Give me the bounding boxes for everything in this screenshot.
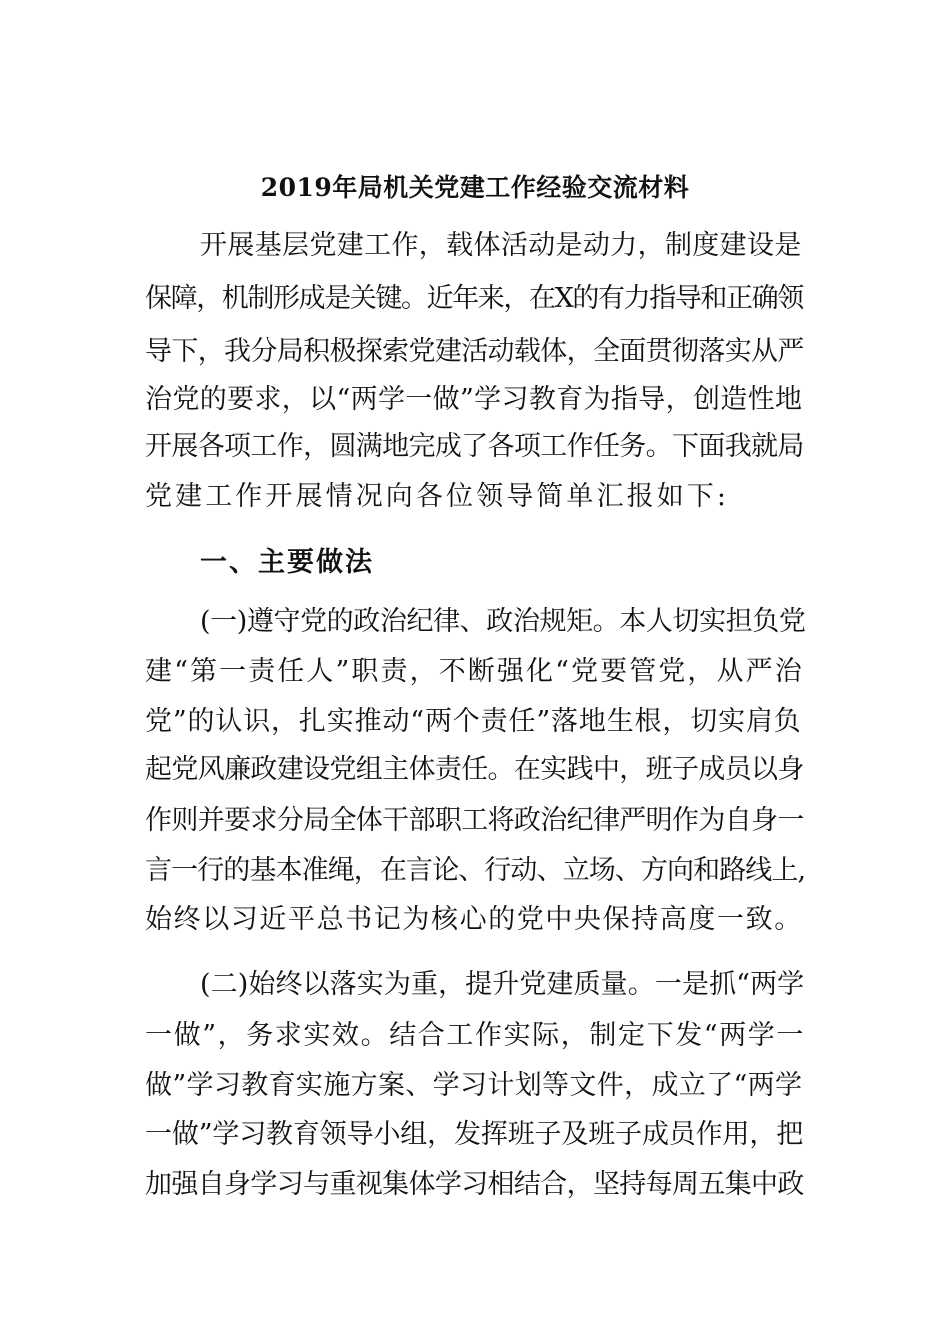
paragraph-line: 加强自身学习与重视集体学习相结合，坚持每周五集中政 — [145, 1169, 804, 1200]
paragraph-line: 建“第一责任人”职责，不断强化“党要管党，从严治 — [145, 656, 804, 687]
paragraph-line: 言一行的基本准绳，在言论、行动、立场、方向和路线上, — [145, 855, 806, 886]
paragraph-line: 作则并要求分局全体干部职工将政治纪律严明作为自身一 — [145, 805, 804, 836]
document-title: 2019年局机关党建工作经验交流材料 — [260, 173, 690, 202]
paragraph-line: 开展基层党建工作，载体活动是动力，制度建设是 — [200, 230, 802, 261]
paragraph-line: 做”学习教育实施方案、学习计划等文件，成立了“两学 — [145, 1070, 803, 1101]
paragraph-line: 党建工作开展情况向各位领导简单汇报如下: — [145, 481, 730, 512]
paragraph-line: (二)始终以落实为重，提升党建质量。一是抓“两学 — [200, 969, 805, 1000]
paragraph-line: 治党的要求，以“两学一做”学习教育为指导，创造性地 — [145, 384, 803, 415]
paragraph-line: 一做”学习教育领导小组，发挥班子及班子成员作用，把 — [145, 1119, 804, 1150]
paragraph-line: 导下，我分局积极探索党建活动载体，全面贯彻落实从严 — [145, 336, 804, 367]
paragraph-line: 保障，机制形成是关键。近年来，在X的有力指导和正确领 — [145, 283, 803, 314]
paragraph-line: 一做”，务求实效。结合工作实际，制定下发“两学一 — [145, 1020, 806, 1051]
paragraph-line: 党”的认识，扎实推动“两个责任”落地生根，切实肩负 — [145, 706, 802, 737]
section-heading: 一、主要做法 — [200, 547, 374, 578]
paragraph-line: (一)遵守党的政治纪律、政治规矩。本人切实担负党 — [200, 606, 806, 637]
paragraph-line: 起党风廉政建设党组主体责任。在实践中，班子成员以身 — [145, 754, 804, 785]
paragraph-line: 始终以习近平总书记为核心的党中央保持高度一致。 — [145, 904, 803, 935]
paragraph-line: 开展各项工作，圆满地完成了各项工作任务。下面我就局 — [145, 431, 804, 462]
